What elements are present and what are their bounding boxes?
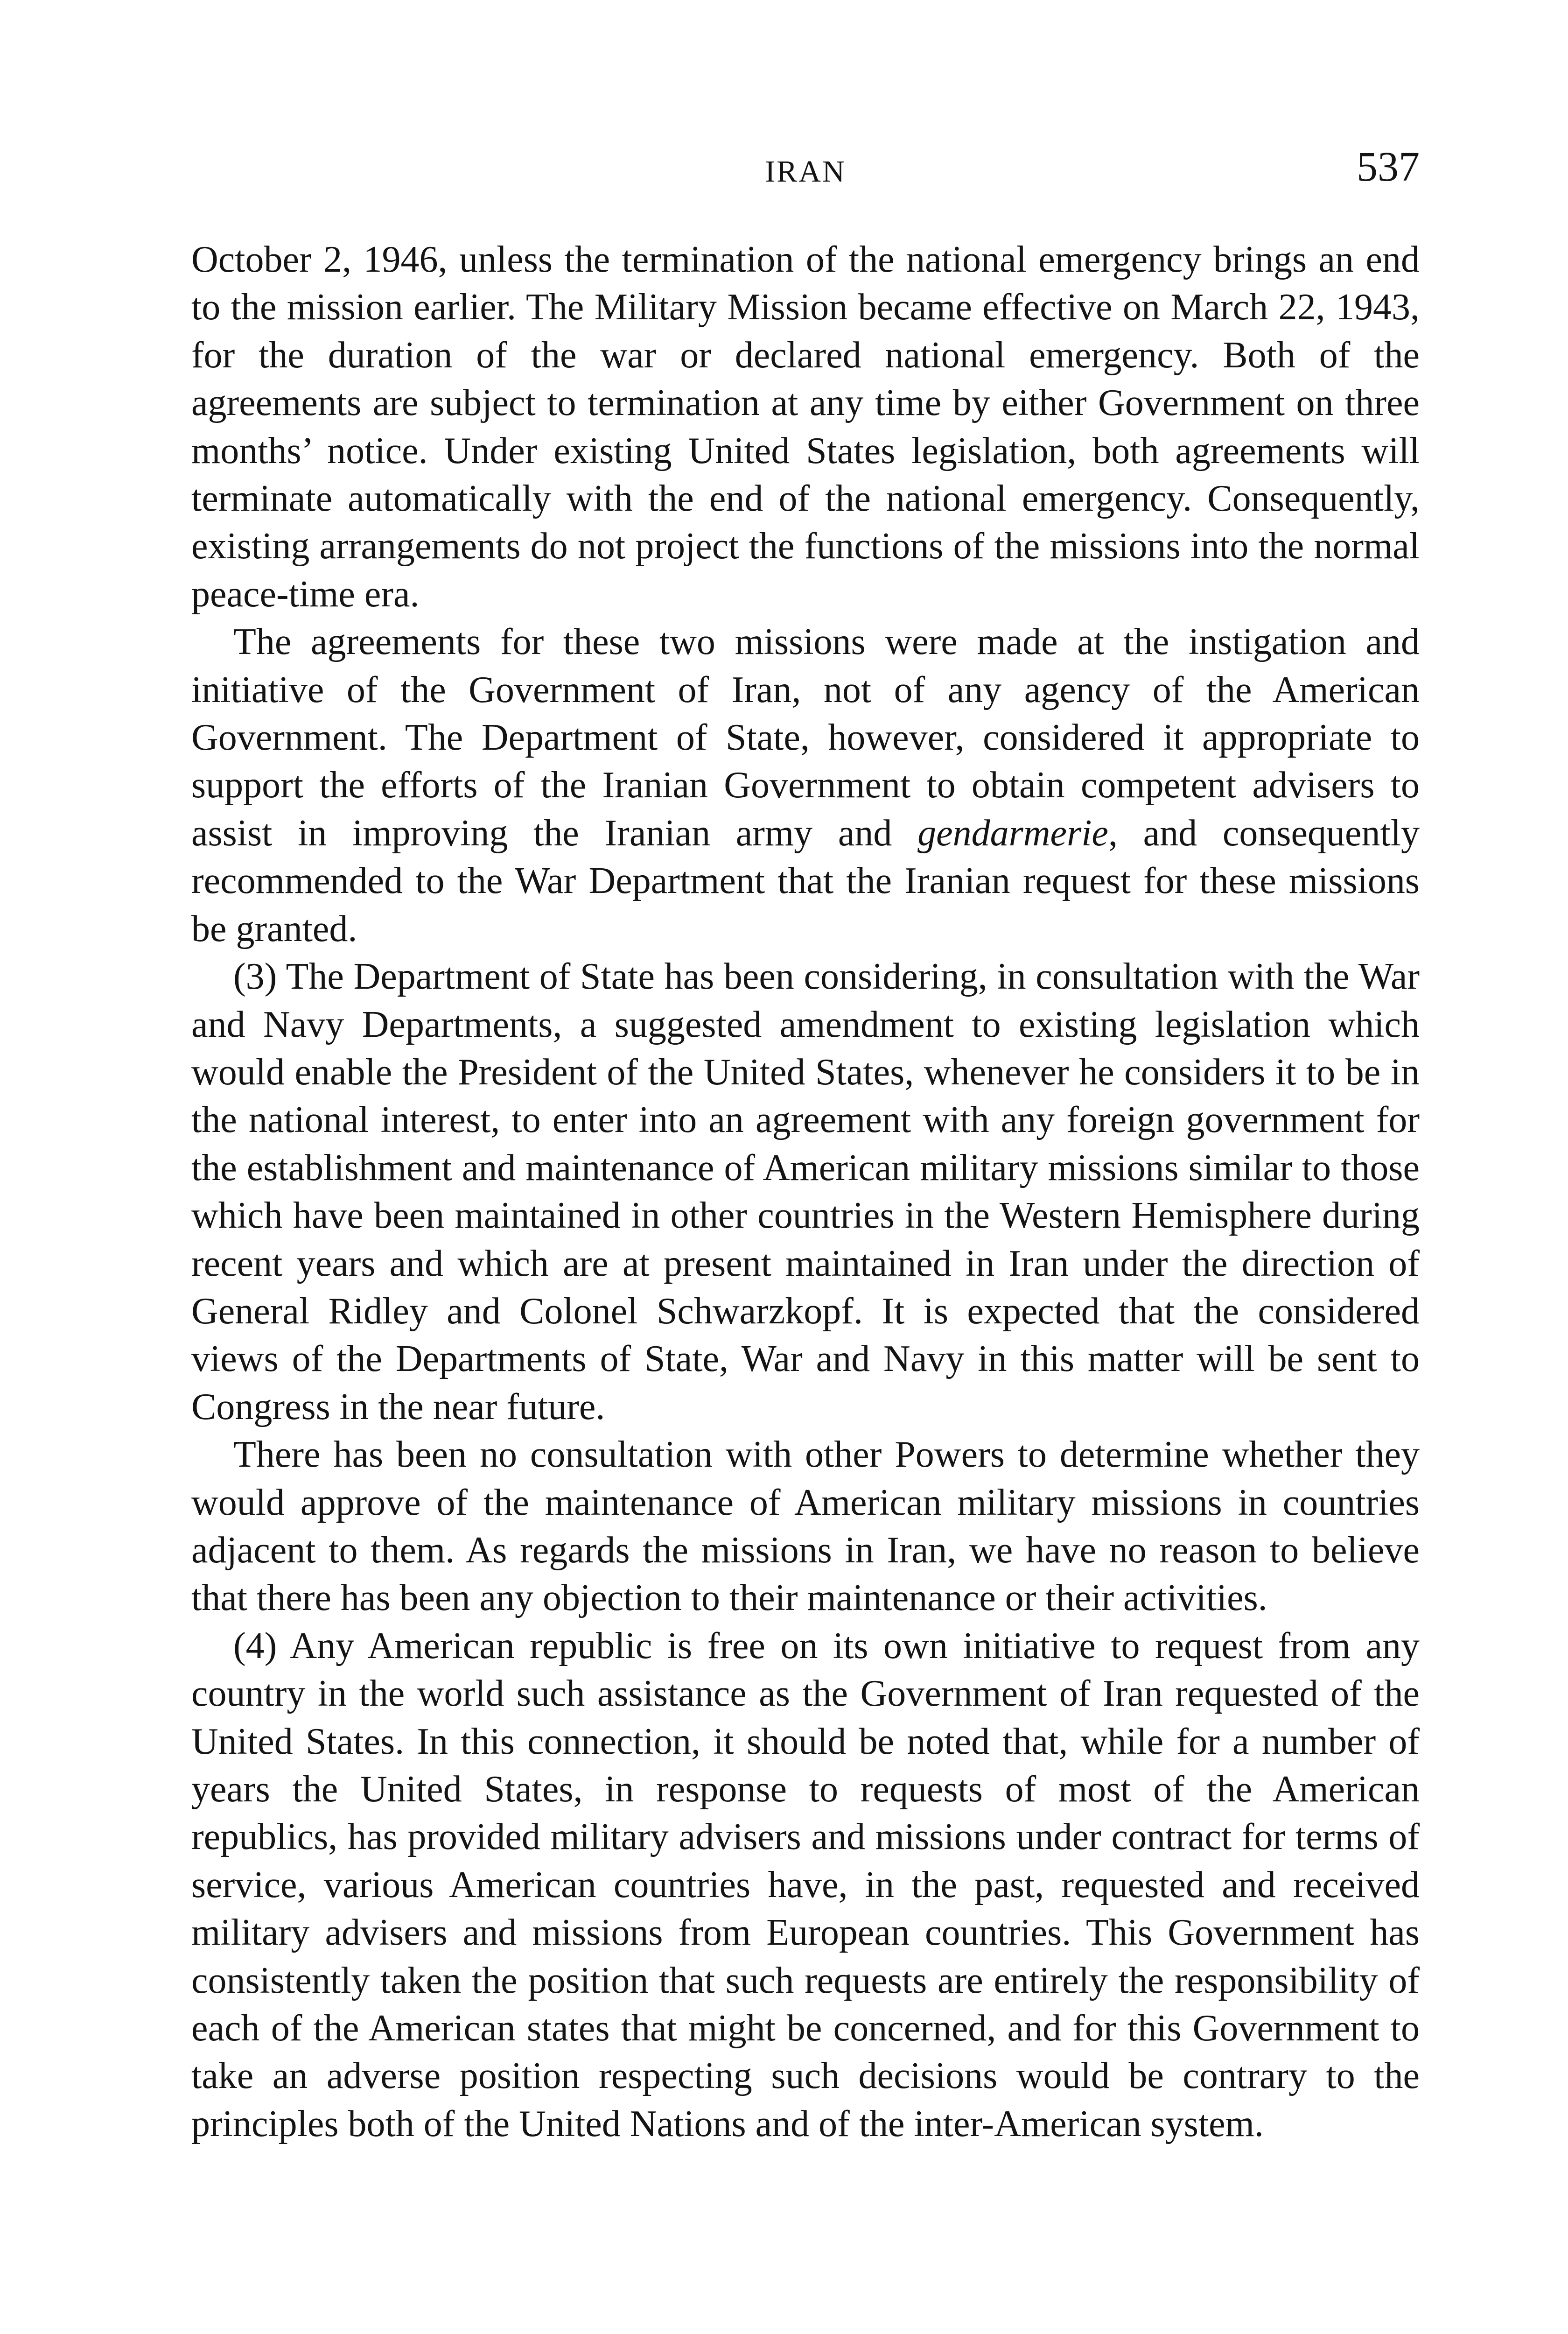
paragraph-item-4 [191, 1622, 1420, 2148]
paragraph-text: (3) The Department of State has been considering, in consultation with the War and Navy Departments, a suggested amendment to existing legislation which would enable the President of the United States, whenever he considers it to be in the national interest, to enter into an agreement with any foreign government for the establishment and maintenance of American military missions similar to those which have been maintained in other countries in the Western Hemisphere during recent years and which are at present maintained in Iran under the direction of General Ridley and Colonel Schwarzkopf. It is expected that the considered views of the Departments of State, War and Navy in this matter will be sent to Congress in the near future. [191, 956, 1420, 1427]
page-header [191, 144, 1420, 205]
paragraph-text: (4) Any American republic is free on its own initiative to request from any country in the world such assistance as the Government of Iran requested of the United States. In this connection, it should be noted that, while for a number of years the United States, in response to requests of most of the American republics, has provided military advisers and missions under contract for terms of service, various American countries have, in the past, requested and received military advisers and missions from European countries. This Government has consistently taken the position that such requests are entirely the responsibility of each of the American states that might be concerned, and for this Government to take an adverse position respecting such decisions would be contrary to the principles both of the United Nations and of the inter-American system. [191, 1625, 1420, 2144]
body-text [191, 236, 1420, 2148]
paragraph-agreements [191, 618, 1420, 953]
paragraph-text: The agreements for these two missions were made at the instigation and initiative of the Government of Iran, not of any agency of the American Government. The Department of State, however, considered it appropriate to support the efforts of the Iranian Government to obtain competent advisers to assist in improving the Iranian army and [191, 621, 1420, 854]
paragraph-item-3 [191, 953, 1420, 1431]
paragraph-continuation [191, 236, 1420, 618]
paragraph-text: October 2, 1946, unless the termination of the national emergency brings an end to the mission earlier. The Military Mission became effective on March 22, 1943, for the duration of the war or declared national emergency. Both of the agreements are subject to termination at any time by either Government on three months’ notice. Under existing United States legislation, both agreements will terminate automatically with the end of the national emergency. Consequently, existing arrangements do not project the functions of the missions into the normal peace-time era. [191, 239, 1420, 615]
paragraph-consultation [191, 1431, 1420, 1622]
italic-term: gendarmerie [917, 812, 1108, 854]
paragraph-text: , and consequently recommended to the War Department that the Iranian request for these missions be granted. [191, 812, 1420, 949]
running-head: IRAN [765, 155, 846, 189]
paragraph-text: There has been no consultation with other Powers to determine whether they would approve of the maintenance of American military missions in countries adjacent to them. As regards the missions in Iran, we have no reason to believe that there has been any objection to their maintenance or their activities. [191, 1434, 1420, 1619]
page-number: 537 [1357, 144, 1420, 190]
